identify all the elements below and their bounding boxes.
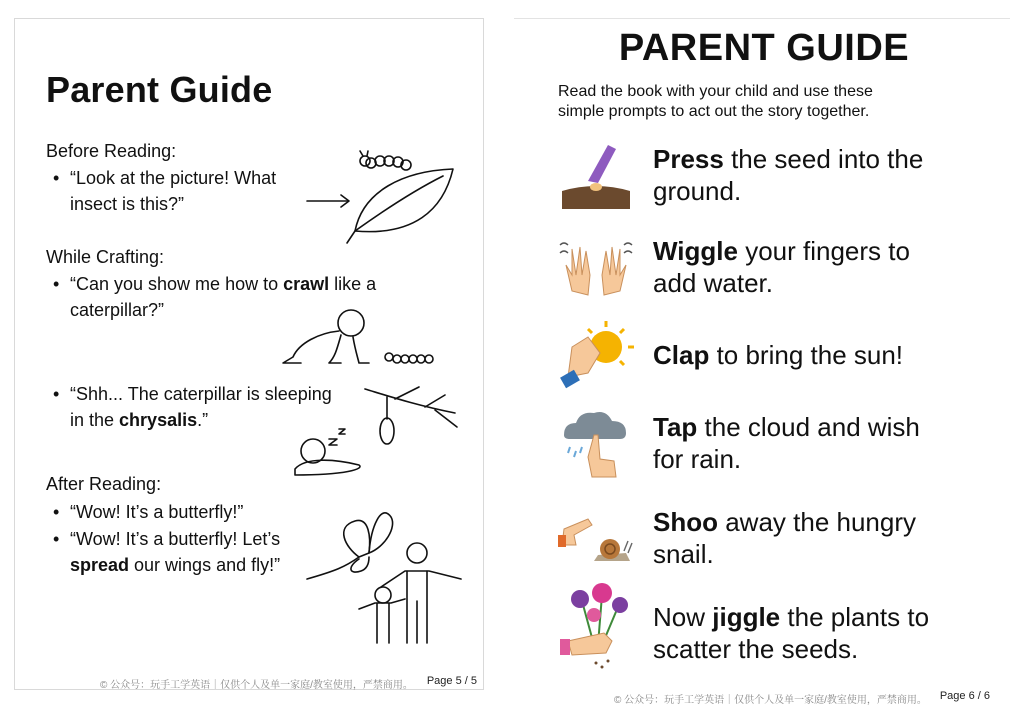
page-title: Parent Guide (46, 69, 273, 110)
step-text: your fingers to (737, 236, 910, 266)
step-text: away the hungry (718, 507, 917, 537)
bullet-text: “Can you show me how to (70, 274, 284, 294)
caterpillar-leaf-illustration (303, 151, 463, 251)
step-text: scatter the seeds. (653, 634, 859, 664)
bold-keyword: crawl (283, 274, 330, 294)
step-verb: Shoo (653, 507, 718, 537)
bullet-line: caterpillar?” (70, 300, 165, 320)
step-text: the seed into the (723, 144, 924, 174)
after-reading-heading: After Reading: (46, 474, 162, 494)
step-text: snail. (653, 539, 714, 569)
bold-keyword: spread (70, 555, 130, 575)
step-verb: Wiggle (653, 236, 738, 266)
jiggle-flowers-icon (558, 581, 634, 671)
butterfly-family-illustration (305, 497, 475, 647)
clap-sun-icon (558, 317, 634, 393)
step-text: add water. (653, 268, 773, 298)
tap-cloud-icon (558, 405, 634, 481)
step-verb: Clap (653, 340, 710, 370)
step-verb: jiggle (712, 602, 781, 632)
while-crafting-heading: While Crafting: (46, 247, 165, 267)
bullet-line: “Shh... The caterpillar is sleeping (70, 384, 332, 404)
bullet-line: “Look at the picture! What (70, 168, 277, 188)
bullet-text: .” (197, 410, 209, 430)
shoo-snail-icon (558, 499, 634, 575)
step-clap (653, 339, 993, 371)
step-text: Now (653, 602, 713, 632)
bullet-dot: • (53, 502, 60, 522)
bullet-text: like a (329, 274, 377, 294)
bullet-line: “Wow! It’s a butterfly! Let’s (70, 529, 281, 549)
step-jiggle (653, 601, 993, 665)
bullet-line: “Wow! It’s a butterfly!” (70, 502, 244, 522)
intro-text (558, 82, 998, 122)
bullet-text: our wings and fly!” (129, 555, 281, 575)
page-title: PARENT GUIDE (618, 27, 910, 69)
sleeping-baby-chrysalis-illustration (285, 383, 465, 483)
step-text: for rain. (653, 444, 742, 474)
wiggle-hands-icon (558, 235, 634, 311)
copyright-notice: © 公众号：玩手工学英语｜仅供个人及单一家庭/教室使用，严禁商用。 (100, 680, 413, 691)
step-text: the cloud and wish (697, 412, 920, 442)
step-verb: Tap (653, 412, 698, 442)
after-reading-bullet-2 (53, 526, 343, 578)
parent-guide-page-right (514, 18, 1010, 706)
bullet-dot: • (53, 168, 60, 188)
bullet-dot: • (53, 529, 60, 549)
bullet-line: insect is this?” (70, 194, 185, 214)
step-text: ground. (653, 176, 742, 206)
step-text: the plants to (780, 602, 930, 632)
bullet-dot: • (53, 274, 60, 294)
bullet-dot: • (53, 384, 60, 404)
before-reading-heading: Before Reading: (46, 141, 177, 161)
parent-guide-page-left (14, 18, 484, 690)
step-shoo (653, 506, 993, 570)
page-number: Page 6 / 6 (939, 690, 990, 702)
intro-line: simple prompts to act out the story together. (558, 103, 870, 120)
bold-keyword: chrysalis (119, 410, 198, 430)
seed-press-icon (558, 141, 634, 217)
crawling-baby-illustration (279, 305, 449, 375)
step-tap (653, 411, 993, 475)
step-verb: Press (653, 144, 724, 174)
copyright-notice: © 公众号：玩手工学英语｜仅供个人及单一家庭/教室使用，严禁商用。 (614, 695, 927, 706)
step-text: to bring the sun! (709, 340, 904, 370)
step-wiggle (653, 235, 993, 299)
intro-line: Read the book with your child and use these (558, 83, 873, 100)
step-press (653, 143, 993, 207)
bullet-text: in the (70, 410, 120, 430)
page-number: Page 5 / 5 (426, 675, 477, 687)
